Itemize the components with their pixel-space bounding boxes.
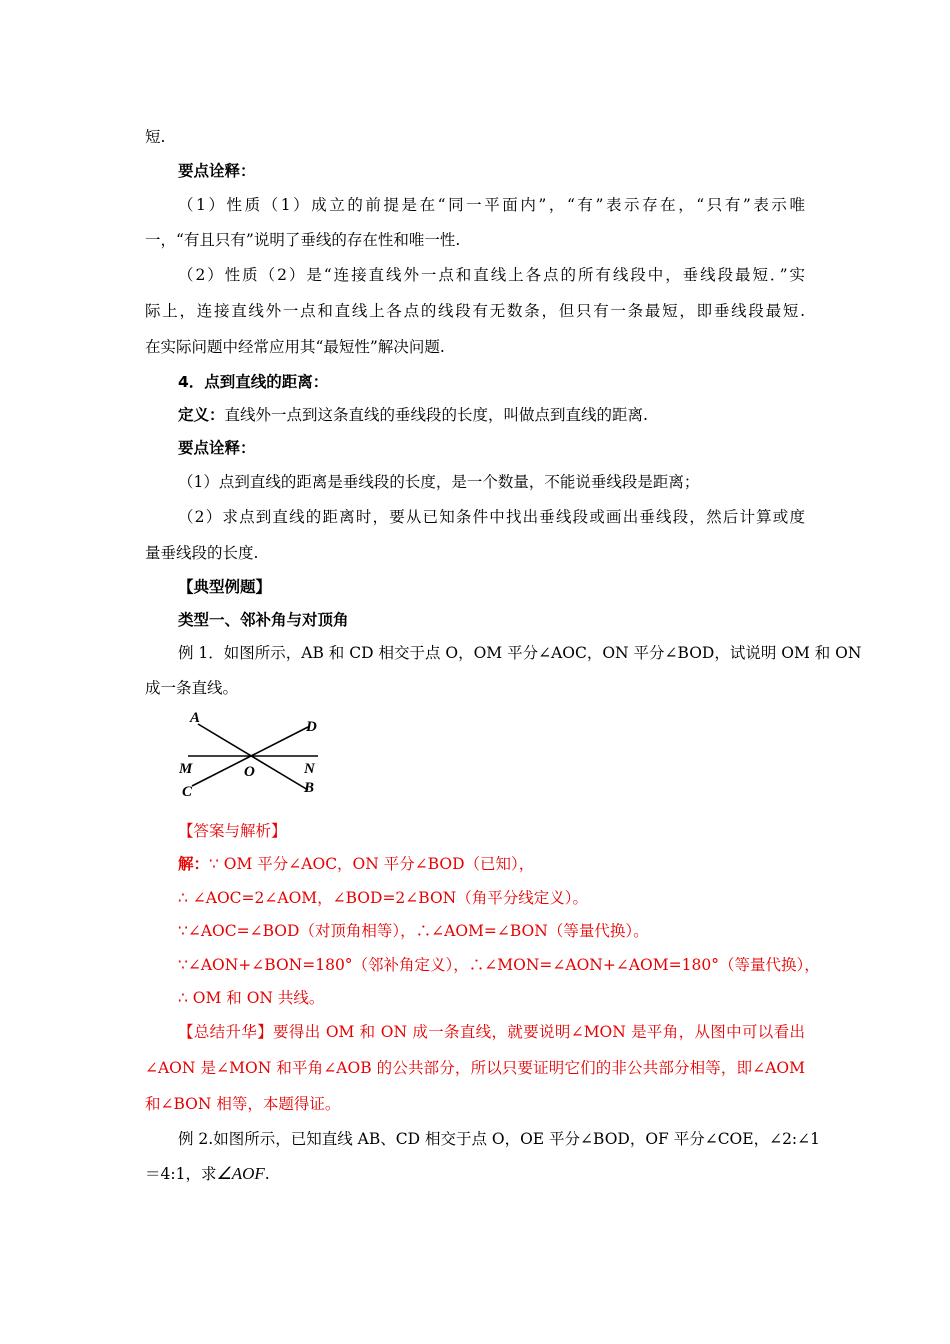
summary-line: [178, 1021, 805, 1043]
example-2-line: 例 2.如图所示，已知直线 AB、CD 相交于点 O，OE 平分∠BOD，OF 平分∠COE，∠2:∠1: [178, 1130, 821, 1148]
text-line: 际上，连接直线外一点和直线上各点的线段有无数条，但只有一条最短，即垂线段最短.: [145, 302, 805, 320]
solution-text: ∵ OM 平分∠AOC，ON 平分∠BOD（已知），: [209, 855, 535, 873]
label-b: B: [304, 780, 315, 796]
text-line: 量垂线段的长度.: [145, 544, 259, 562]
label-a: A: [190, 710, 201, 726]
text-line: 一，“有且只有”说明了垂线的存在性和唯一性.: [145, 231, 461, 249]
section-heading: 类型一、邻补角与对顶角: [178, 611, 349, 629]
summary-line: 和∠BON 相等，本题得证。: [145, 1095, 341, 1113]
definition-label: 定义：: [178, 406, 225, 424]
label-o: O: [244, 764, 255, 780]
solution-line: ∵∠AON+∠BON=180°（邻补角定义），∴∠MON=∠AON+∠AOM=180°（等量代换），: [178, 956, 820, 974]
section-heading: 要点诠释：: [178, 439, 256, 457]
label-m: M: [179, 761, 193, 777]
example-2-text: ＝4:1，求: [145, 1165, 217, 1183]
answer-heading: 【答案与解析】: [178, 822, 287, 840]
section-heading: 要点诠释：: [178, 162, 256, 180]
example-2-period: .: [264, 1165, 270, 1183]
section-heading: 【典型例题】: [178, 578, 272, 596]
text-line: （1）性质（1）成立的前提是在“同一平面内”，“有”表示存在，“只有”表示唯: [178, 196, 805, 214]
solution-label: 解：: [178, 855, 210, 873]
summary-line: ∠AON 是∠MON 和平角∠AOB 的公共部分，所以只要证明它们的非公共部分相等，即∠AOM: [145, 1059, 805, 1077]
solution-line: ∵∠AOC=∠BOD（对顶角相等），∴∠AOM=∠BON（等量代换）。: [178, 922, 649, 940]
summary-label: 【总结升华】: [178, 1023, 274, 1041]
line-ab: [198, 724, 308, 790]
example-1-line: 成一条直线。: [145, 679, 239, 697]
text-line: （2）性质（2）是“连接直线外一点和直线上各点的所有线段中，垂线段最短．”实: [178, 266, 805, 284]
definition-text: 直线外一点到这条直线的垂线段的长度，叫做点到直线的距离.: [224, 406, 648, 424]
label-n: N: [304, 761, 315, 777]
definition-line: [178, 404, 838, 426]
solution-line: ∴ ∠AOC=2∠AOM，∠BOD=2∠BON（角平分线定义）。: [178, 889, 588, 907]
summary-text: 要得出 OM 和 ON 成一条直线，就要说明∠MON 是平角，从图中可以看出: [273, 1023, 805, 1041]
angle-aof: ∠AOF: [216, 1164, 265, 1183]
text-line: 在实际问题中经常应用其“最短性”解决问题.: [145, 338, 445, 356]
label-c: C: [182, 784, 193, 800]
example-2-line: [145, 1163, 805, 1185]
label-d: D: [306, 719, 317, 735]
text-line: 短.: [145, 128, 166, 146]
section-heading: 4．点到直线的距离：: [178, 373, 329, 391]
example-1-line: 例 1．如图所示，AB 和 CD 相交于点 O，OM 平分∠AOC，ON 平分∠BOD，试说明 OM 和 ON: [178, 644, 862, 662]
solution-line: ∴ OM 和 ON 共线。: [178, 989, 325, 1007]
geometry-figure: [176, 710, 326, 802]
solution-line: [178, 853, 838, 875]
text-line: （2）求点到直线的距离时，要从已知条件中找出垂线段或画出垂线段，然后计算或度: [178, 508, 805, 526]
text-line: （1）点到直线的距离是垂线段的长度，是一个数量，不能说垂线段是距离；: [178, 473, 700, 491]
